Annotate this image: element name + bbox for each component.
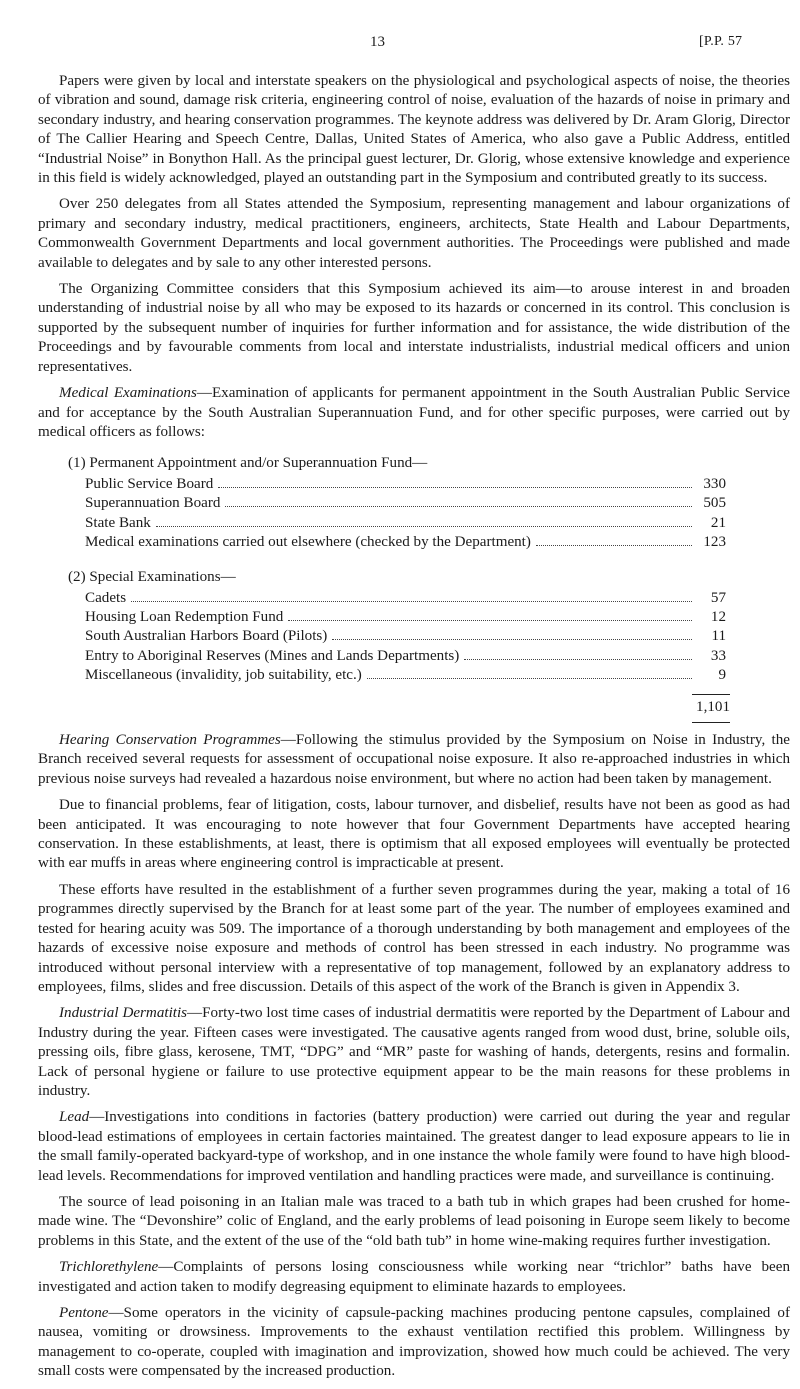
row-label: Cadets bbox=[85, 589, 127, 606]
table-row bbox=[85, 608, 726, 627]
paragraph-programmes: These efforts have resulted in the establishment of a further seven programmes during the year, making a total of 16 programmes directly supervised by the Branch for at least some part of the year. The number of employees examined and tested for hearing acuity was 509. The importance of a thorough understanding by both management and employees of the hazards of excessive noise exposure and methods of control has been stressed in each industry. No programme was introduced without personal interview with a representative of top management, followed by an explanatory address to employees, films, slides and free discussion. Details of this aspect of the work of the Branch is given in Appendix 3. bbox=[38, 881, 790, 995]
section-lead-hearing-conservation: Hearing Conservation Programmes bbox=[59, 732, 281, 749]
table-row bbox=[85, 627, 726, 646]
dot-leader bbox=[131, 601, 692, 602]
paragraph-delegates: Over 250 delegates from all States attended the Symposium, representing management and labour organizations of primary and secondary industry, medical practitioners, engineers, architects, State Health and Labour Departments, Commonwealth Government Departments and local government authorities. The Proceedings were published and made available to delegates and by sale to any other interested persons. bbox=[38, 196, 790, 271]
dot-leader bbox=[288, 620, 692, 621]
row-value: 57 bbox=[710, 589, 726, 606]
dot-leader bbox=[464, 659, 692, 660]
row-value: 12 bbox=[710, 609, 726, 626]
paragraph-symposium-papers: Papers were given by local and interstate speakers on the physiological and psychological aspects of noise, the theories of vibration and sound, damage risk criteria, engineering control of noise, evaluation of the hazards of noise in primary and secondary industry, and hearing conservation programmes. The keynote address was delivered by Dr. Aram Glorig, Director of The Callier Hearing and Speech Centre, Dallas, United States of America, who also gave a Public Address, entitled “Industrial Noise” in Bonython Hall. As the principal guest lecturer, Dr. Glorig, whose extensive knowledge and experience in this field is widely acknowledged, played an outstanding part in the Symposium and contributed greatly to its success. bbox=[38, 73, 790, 187]
paragraph-pentone bbox=[38, 1304, 790, 1382]
paragraph-text: —Investigations into conditions in factories (battery production) were carried out during the year and regular blood-lead estimations of employees in certain factories maintained. The greatest danger to lead exposure appears to lie in the small family-operated backyard-type of workshop, and in one instance the whole family were found to have high blood-lead levels. Recommendations for improved ventilation and handling practices were made, and surveillance is continuing. bbox=[38, 1109, 790, 1184]
row-label: Medical examinations carried out elsewhere (checked by the Department) bbox=[85, 533, 531, 550]
dot-leader bbox=[332, 639, 692, 640]
examinations-table bbox=[68, 454, 730, 723]
table-row bbox=[85, 589, 726, 608]
exam-group-heading: (1) Permanent Appointment and/or Superannuation Fund— bbox=[68, 455, 428, 472]
paragraph-trichlorethylene bbox=[38, 1258, 790, 1297]
row-label: South Australian Harbors Board (Pilots) bbox=[85, 628, 328, 645]
row-value: 330 bbox=[703, 475, 726, 492]
dot-leader bbox=[156, 526, 692, 527]
page-number: 13 bbox=[370, 34, 385, 50]
table-row bbox=[85, 475, 726, 494]
row-label: Public Service Board bbox=[85, 475, 214, 492]
exam-group-2 bbox=[85, 589, 726, 686]
dot-leader bbox=[225, 506, 692, 507]
exam-group-heading: (2) Special Examinations— bbox=[68, 569, 236, 586]
row-value: 9 bbox=[718, 667, 726, 684]
exam-group-1 bbox=[85, 475, 726, 553]
dot-leader bbox=[536, 545, 692, 546]
paragraph-organizing-committee: The Organizing Committee considers that this Symposium achieved its aim—to arouse interest in and broaden understanding of industrial noise by all who may be exposed to its hazards or concerned in its control. This conclusion is supported by the subsequent number of inquiries for further information and for assistance, the wide distribution of the Proceedings and by favourable comments from local and interstate industrialists, industrial medical officers and union representatives. bbox=[38, 281, 790, 375]
section-lead-industrial-dermatitis: Industrial Dermatitis bbox=[59, 1005, 188, 1022]
row-value: 123 bbox=[703, 533, 726, 550]
paragraph-lead bbox=[38, 1108, 790, 1186]
row-label: Housing Loan Redemption Fund bbox=[85, 609, 284, 626]
examinations-total: 1,101 bbox=[692, 694, 730, 723]
paragraph-industrial-dermatitis bbox=[38, 1004, 790, 1101]
row-value: 11 bbox=[711, 628, 726, 645]
row-label: Entry to Aboriginal Reserves (Mines and Lands Departments) bbox=[85, 647, 460, 664]
dot-leader bbox=[218, 487, 692, 488]
dot-leader bbox=[367, 678, 692, 679]
row-label: Superannuation Board bbox=[85, 495, 221, 512]
paragraph-text: —Following the stimulus provided by the Symposium on Noise in Industry, the Branch received several requests for assessment of occupational noise exposure. It also re-approached industries in which previous noise surveys had revealed a hazardous noise environment, but where no action had been taken by management. bbox=[38, 732, 791, 787]
row-label: State Bank bbox=[85, 514, 151, 531]
document-body bbox=[38, 72, 790, 1389]
table-row bbox=[85, 494, 726, 513]
paragraph-text: —Forty-two lost time cases of industrial dermatitis were reported by the Department of Labour and Industry during the year. Fifteen cases were investigated. The causative agents ranged from wood dust, brine, soluble oils, pressing oils, fibre glass, kerosene, TMT, “DPG” and “MR” paste for washing of hands, detergents, resins and formalin. Lack of personal hygiene or failure to use protective equipment appear to be the main reasons for these problems in industry. bbox=[38, 1005, 790, 1099]
table-row bbox=[85, 647, 726, 666]
paragraph-text: —Examination of applicants for permanent appointment in the South Australian Public Service and for acceptance by the South Australian Superannuation Fund, and for other specific purposes, were carried out by medical officers as follows: bbox=[38, 385, 791, 440]
row-label: Miscellaneous (invalidity, job suitability, etc.) bbox=[85, 667, 362, 684]
page-header bbox=[0, 34, 800, 56]
table-row bbox=[85, 514, 726, 533]
table-row bbox=[85, 666, 726, 685]
row-value: 505 bbox=[703, 495, 726, 512]
paragraph-lead-poisoning-source: The source of lead poisoning in an Italian male was traced to a bath tub in which grapes had been crushed for home-made wine. The “Devonshire” colic of England, and the early problems of lead poisoning in Europe seem likely to become problems in this State, and the extent of the use of the “old bath tub” in home wine-making requires further investigation. bbox=[38, 1193, 790, 1249]
section-lead-pentone: Pentone bbox=[59, 1305, 109, 1322]
paragraph-medical-examinations bbox=[38, 384, 790, 442]
row-value: 21 bbox=[710, 514, 726, 531]
row-value: 33 bbox=[710, 647, 726, 664]
paragraph-hearing-conservation bbox=[38, 731, 790, 789]
table-row bbox=[85, 533, 726, 552]
total-row bbox=[68, 694, 730, 723]
document-reference: [P.P. 57 bbox=[699, 34, 743, 49]
section-lead-medical-examinations: Medical Examinations bbox=[59, 385, 197, 402]
section-lead-lead: Lead bbox=[59, 1109, 90, 1126]
paragraph-text: —Some operators in the vicinity of capsule-packing machines producing pentone capsules, complained of nausea, vomiting or drowsiness. Improvements to the exhaust ventilation rectified this problem. Willingness by management to co-operate, coupled with imagination and improvization, showed how much could be achieved. The very small costs were compensated by the increased production. bbox=[38, 1305, 790, 1380]
section-lead-trichlorethylene: Trichlorethylene bbox=[59, 1259, 159, 1276]
paragraph-text: —Complaints of persons losing consciousness while working near “trichlor” baths have been investigated and action taken to modify degreasing equipment to eliminate hazards to employees. bbox=[38, 1259, 790, 1295]
paragraph-financial-problems: Due to financial problems, fear of litigation, costs, labour turnover, and disbelief, results have not been as good as had been anticipated. It was encouraging to note however that four Government Departments have accepted hearing conservation. In these establishments, at least, there is optimism that all exposed employees will eventually be protected with ear muffs in areas where engineering control is impracticable at present. bbox=[38, 797, 790, 872]
